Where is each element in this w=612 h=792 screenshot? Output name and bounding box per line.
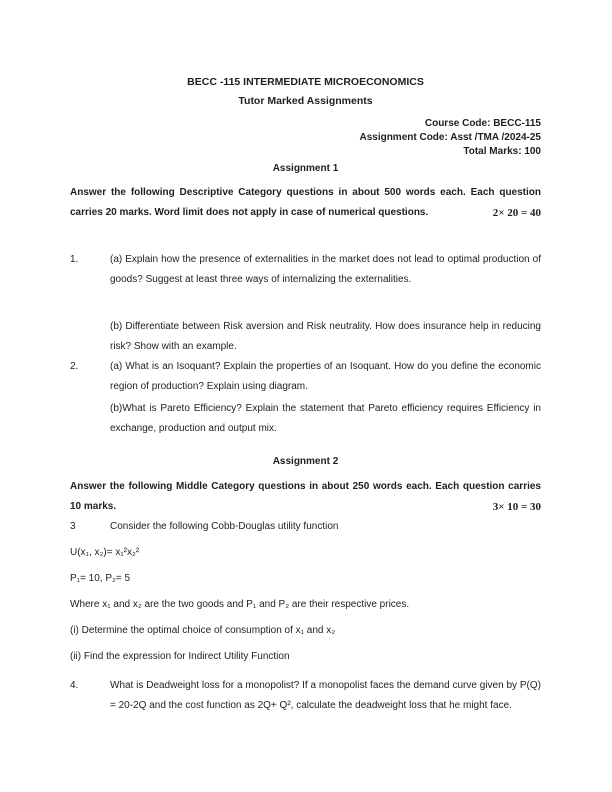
course-code: Course Code: BECC-115 [424,118,541,129]
question-3-sub-i: (i) Determine the optimal choice of consumption of x₁ and x₂ [70,625,336,636]
question-2 [70,357,541,439]
question-3-lead [110,517,541,537]
assignment-code: Assignment Code: Asst /TMA /2024-25 [359,132,541,143]
meta-block [70,117,541,159]
question-4 [70,676,541,716]
assignment1-marks-formula: 2× 20 = 40 [483,203,541,223]
question-4-number: 4. [70,680,79,691]
total-marks: Total Marks: 100 [463,146,541,157]
question-3-lead-text: Consider the following Cobb-Douglas utility function [110,521,339,532]
question-2-number: 2. [70,361,79,372]
assignment1-intro [70,183,541,223]
question-1b-text: (b) Differentiate between Risk aversion and Risk neutrality. How does insurance help in reducing risk? Show with an example. [110,321,541,352]
question-3 [70,517,541,537]
question-1-body [110,250,541,357]
question-2a-text: (a) What is an Isoquant? Explain the properties of an Isoquant. How do you define the economic region of production? Explain using diagram. [110,361,541,392]
question-1a-text: (a) Explain how the presence of externalities in the market does not lead to optimal production of goods? Suggest at least three ways of internalizing the externalities. [110,254,541,285]
document-subtitle: Tutor Marked Assignments [238,95,373,107]
question-3-sub-ii: (ii) Find the expression for Indirect Utility Function [70,651,290,662]
assignment2-intro-text: Answer the following Middle Category questions in about 250 words each. Each question carries 10 marks. [70,481,541,512]
utility-function-expression: U(x₁, x₂)= x₁²x₂² [70,547,140,558]
assignment2-intro [70,477,541,517]
question-1-number: 1. [70,254,79,265]
question-2b-text: (b)What is Pareto Efficiency? Explain the statement that Pareto efficiency requires Efficiency in exchange, production and output mix. [110,403,541,434]
assignment1-intro-text: Answer the following Descriptive Category questions in about 500 words each. Each question carries 20 marks. Word limit does not apply in case of numerical questions. [70,187,541,218]
prices-expression: P₁= 10, P₂= 5 [70,573,131,584]
question-1 [70,250,541,357]
document-title: BECC -115 INTERMEDIATE MICROECONOMICS [187,76,424,88]
question-2-body [110,357,541,439]
assignment2-heading: Assignment 2 [272,456,339,467]
assignment2-marks-formula: 3× 10 = 30 [483,497,541,517]
assignment1-heading: Assignment 1 [272,163,339,174]
question-4-body [110,676,541,716]
variables-definition-line: Where x₁ and x₂ are the two goods and P₁ and P₂ are their respective prices. [70,599,410,610]
question-3-number: 3 [70,521,76,532]
question-4-text: What is Deadweight loss for a monopolist? If a monopolist faces the demand curve given by P(Q) = 20-2Q and the cost function as 2Q+ Q², calculate the deadweight loss that he might face. [110,680,541,711]
